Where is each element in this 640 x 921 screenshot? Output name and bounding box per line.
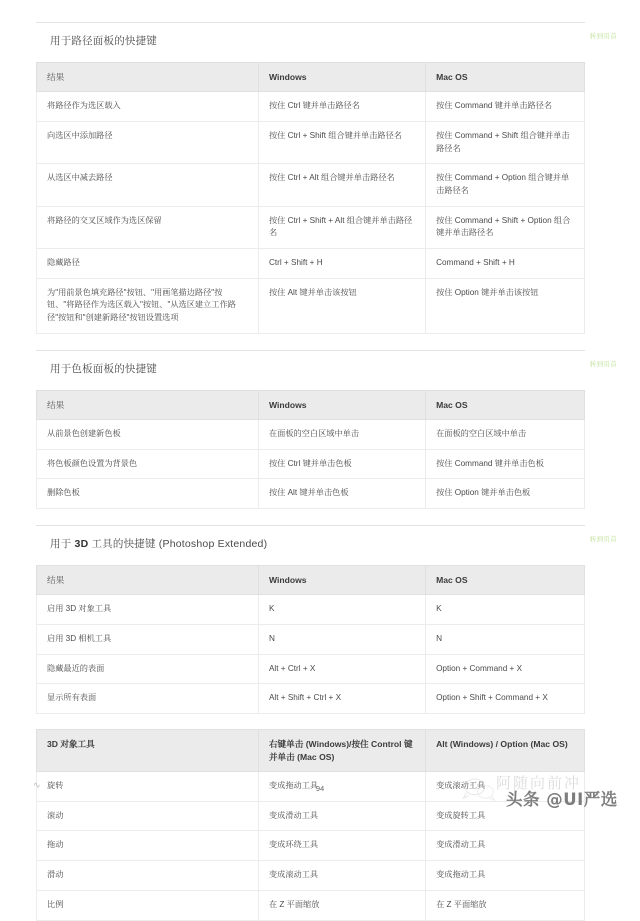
result-cell: 从前景色创建新色板 [37, 420, 259, 450]
result-cell: 拖动 [37, 831, 259, 861]
section-title-prefix: 用于色板面板的快捷键 [50, 362, 157, 375]
result-cell: 隐藏最近的表面 [37, 654, 259, 684]
macos-cell: 在 Z 平面缩放 [426, 890, 585, 920]
section-title-emphasis: 3D [74, 538, 89, 551]
table-row [37, 278, 585, 333]
windows-cell: 按住 Ctrl 键并单击色板 [258, 449, 425, 479]
section-title-prefix: 用于路径面板的快捷键 [50, 35, 157, 47]
windows-cell: 按住 Ctrl + Shift + Alt 组合键并单击路径名 [258, 206, 425, 248]
table-row [37, 890, 585, 920]
windows-cell: 在面板的空白区域中单击 [258, 420, 425, 450]
macos-cell: N [426, 624, 585, 654]
table-row [37, 449, 585, 479]
column-header: Alt (Windows) / Option (Mac OS) [426, 730, 585, 772]
macos-cell: 按住 Command + Shift + Option 组合键并单击路径名 [426, 206, 585, 248]
macos-cell: 按住 Command + Option 组合键并单击路径名 [426, 164, 585, 206]
column-header: 右键单击 (Windows)/按住 Control 键并单击 (Mac OS) [258, 730, 425, 772]
watermark-bottom-text: 头条 @UI严选 [506, 790, 618, 809]
windows-cell: Ctrl + Shift + H [258, 249, 425, 279]
section-header [36, 526, 617, 565]
macos-cell: 变成滚动工具 [426, 771, 585, 801]
table-header-row [37, 730, 585, 772]
table-row [37, 595, 585, 625]
result-cell: 比例 [37, 890, 259, 920]
table-row [37, 479, 585, 509]
result-cell: 启用 3D 相机工具 [37, 624, 259, 654]
windows-cell: 按住 Alt 键并单击该按钮 [258, 278, 425, 333]
result-cell: 滚动 [37, 801, 259, 831]
table-row [37, 831, 585, 861]
column-header: Windows [258, 62, 425, 91]
macos-cell: 变成旋转工具 [426, 801, 585, 831]
section-title-suffix: 工具的快捷键 (Photoshop Extended) [88, 538, 268, 551]
column-header: 结果 [37, 62, 259, 91]
table-header-row [37, 62, 585, 91]
windows-cell: Alt + Ctrl + X [258, 654, 425, 684]
macos-cell: 在面板的空白区域中单击 [426, 420, 585, 450]
back-to-top-link[interactable]: 转到页首 [589, 536, 617, 544]
section [36, 525, 617, 920]
macos-cell: 按住 Command 键并单击色板 [426, 449, 585, 479]
result-cell: 滑动 [37, 861, 259, 891]
result-cell: 为"用前景色填充路径"按钮、"用画笔描边路径"按钮、"将路径作为选区载入"按钮、"从选区建立工作路径"按钮和"创建新路径"按钮设置选项 [37, 278, 259, 333]
column-header: Mac OS [426, 390, 585, 419]
column-header: Windows [258, 390, 425, 419]
result-cell: 向选区中添加路径 [37, 121, 259, 163]
windows-cell: 按住 Alt 键并单击色板 [258, 479, 425, 509]
section [36, 22, 617, 334]
table-row [37, 249, 585, 279]
table-row [37, 92, 585, 122]
wechat-icon [462, 776, 496, 802]
page-number: 94 [315, 784, 325, 793]
macos-cell: Command + Shift + H [426, 249, 585, 279]
table-spacer [36, 714, 585, 729]
windows-cell: 按住 Ctrl + Shift 组合键并单击路径名 [258, 121, 425, 163]
macos-cell: Option + Shift + Command + X [426, 684, 585, 714]
result-cell: 旋转 [37, 771, 259, 801]
result-cell: 显示所有表面 [37, 684, 259, 714]
result-cell: 将路径的交叉区域作为选区保留 [37, 206, 259, 248]
result-cell: 删除色板 [37, 479, 259, 509]
macos-cell: 变成拖动工具 [426, 861, 585, 891]
macos-cell: K [426, 595, 585, 625]
corner-ornament: ∿ [33, 780, 41, 790]
table-row [37, 624, 585, 654]
column-header: Windows [258, 565, 425, 594]
column-header: Mac OS [426, 565, 585, 594]
macos-cell: 按住 Option 键并单击色板 [426, 479, 585, 509]
section-title [50, 362, 585, 377]
section-header [36, 351, 617, 390]
section-header [36, 23, 617, 62]
macos-cell: 按住 Command + Shift 组合键并单击路径名 [426, 121, 585, 163]
table-row [37, 164, 585, 206]
result-cell: 从选区中减去路径 [37, 164, 259, 206]
windows-cell: 变成滑动工具 [258, 801, 425, 831]
windows-cell: 变成滚动工具 [258, 861, 425, 891]
windows-cell: 在 Z 平面缩放 [258, 890, 425, 920]
shortcut-table [36, 62, 585, 334]
section-title [50, 34, 585, 49]
column-header: 结果 [37, 390, 259, 419]
shortcut-table [36, 565, 585, 714]
watermark-top-text: 阿随向前冲 [496, 774, 582, 792]
shortcut-table [36, 390, 585, 510]
table-row [37, 684, 585, 714]
table-row [37, 420, 585, 450]
column-header: Mac OS [426, 62, 585, 91]
section [36, 350, 617, 509]
windows-cell: 变成拖动工具 [258, 771, 425, 801]
page-footer [0, 770, 640, 828]
windows-cell: Alt + Shift + Ctrl + X [258, 684, 425, 714]
table-header-row [37, 565, 585, 594]
windows-cell: 变成环绕工具 [258, 831, 425, 861]
result-cell: 将色板颜色设置为背景色 [37, 449, 259, 479]
windows-cell: 按住 Ctrl + Alt 组合键并单击路径名 [258, 164, 425, 206]
section-title [50, 537, 585, 552]
windows-cell: K [258, 595, 425, 625]
watermark [458, 772, 634, 818]
result-cell: 隐藏路径 [37, 249, 259, 279]
back-to-top-link[interactable]: 转到页首 [589, 360, 617, 368]
table-row [37, 206, 585, 248]
macos-cell: 按住 Command 键并单击路径名 [426, 92, 585, 122]
result-cell: 启用 3D 对象工具 [37, 595, 259, 625]
table-row [37, 861, 585, 891]
macos-cell: 按住 Option 键并单击该按钮 [426, 278, 585, 333]
result-cell: 将路径作为选区载入 [37, 92, 259, 122]
section-title-prefix: 用于 [50, 538, 75, 551]
column-header: 结果 [37, 565, 259, 594]
table-header-row [37, 390, 585, 419]
macos-cell: 变成滑动工具 [426, 831, 585, 861]
table-row [37, 654, 585, 684]
table-row [37, 121, 585, 163]
macos-cell: Option + Command + X [426, 654, 585, 684]
windows-cell: N [258, 624, 425, 654]
back-to-top-link[interactable]: 转到页首 [589, 33, 617, 40]
column-header: 3D 对象工具 [37, 730, 259, 772]
windows-cell: 按住 Ctrl 键并单击路径名 [258, 92, 425, 122]
